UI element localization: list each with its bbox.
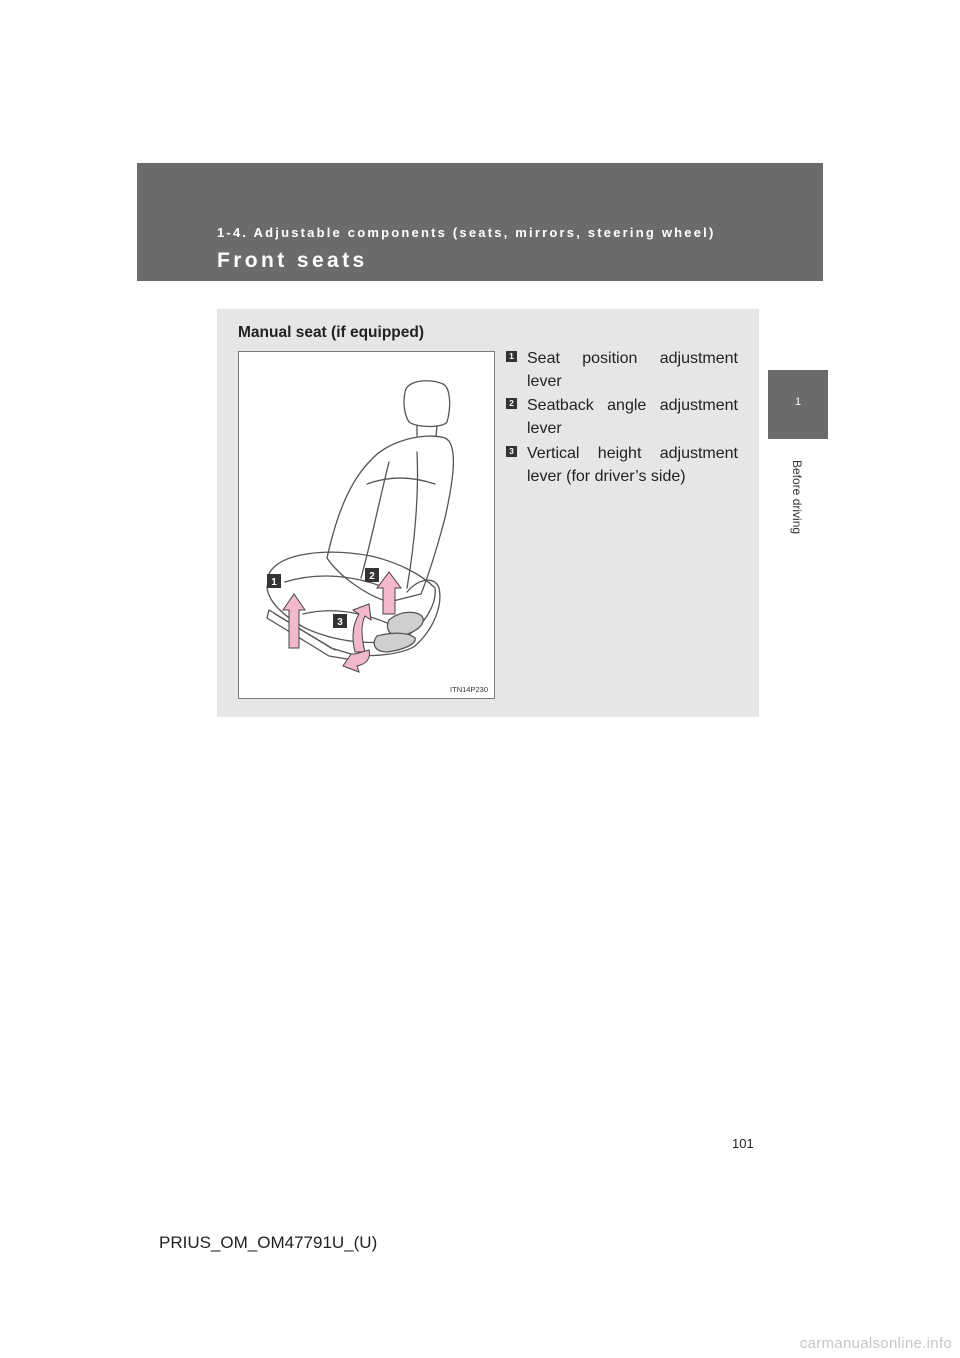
chapter-header — [137, 163, 823, 281]
item-number-badge: 1 — [506, 351, 517, 362]
chapter-tab-number: 1 — [794, 396, 802, 408]
page-title: Front seats — [217, 249, 368, 272]
item-vertical-height — [506, 442, 738, 488]
seat-illustration — [238, 351, 495, 699]
item-seatback-angle — [506, 394, 738, 440]
document-code: PRIUS_OM_OM47791U_(U) — [159, 1233, 378, 1252]
headrest-posts — [417, 426, 437, 436]
item-text: Seat position adjustment lever — [527, 350, 738, 390]
item-seat-position — [506, 347, 738, 393]
callout-2-label: 2 — [369, 571, 375, 582]
callout-1-label: 1 — [271, 577, 277, 588]
headrest-outline — [404, 381, 450, 427]
callout-1 — [267, 574, 281, 588]
section-heading: 1-4. Adjustable components (seats, mirrors, steering wheel) — [217, 225, 716, 240]
item-text: Seatback angle adjustment lever — [527, 397, 738, 437]
seat-drawing — [239, 352, 494, 698]
panel-title: Manual seat (if equipped) — [238, 324, 425, 341]
watermark: carmanualsonline.info — [799, 1335, 952, 1352]
seat-rail-line — [275, 614, 335, 650]
height-arrow-up — [353, 604, 371, 652]
item-number-badge: 3 — [506, 446, 517, 457]
item-text: Vertical height adjustment lever (for driver’s side) — [527, 445, 738, 485]
callout-3-label: 3 — [337, 617, 343, 628]
chapter-tab-label — [792, 460, 804, 540]
page-number: 101 — [732, 1136, 754, 1151]
recline-lever — [387, 612, 423, 636]
seatback-seam — [407, 452, 418, 588]
figure-id: ITN14P230 — [450, 685, 488, 694]
item-number-badge: 2 — [506, 398, 517, 409]
seatback-arrow — [377, 572, 401, 614]
chapter-tab-label-text: Before driving — [790, 460, 804, 535]
chapter-tab[interactable] — [768, 370, 828, 439]
manual-seat-panel — [217, 309, 759, 717]
callout-2 — [365, 568, 379, 582]
seatback-seam — [367, 478, 435, 484]
callout-3 — [333, 614, 347, 628]
